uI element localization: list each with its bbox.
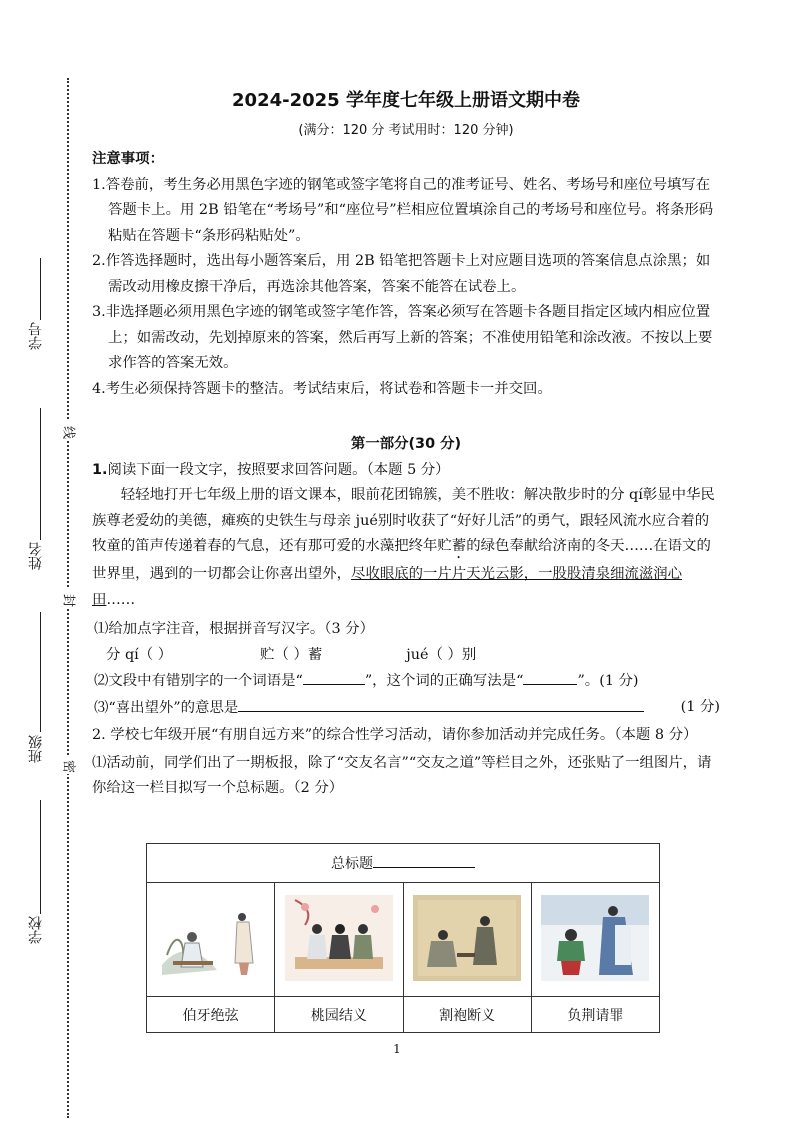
seal-line-char: 线 (63, 423, 76, 438)
caption-fujing: 负荆请罪 (531, 997, 659, 1033)
sub3-text: ⑶“喜出望外”的意思是 (94, 699, 239, 716)
pinyin-row (92, 643, 720, 669)
passage-part-a: 轻轻地打开七年级上册的语文课本，眼前花团锦簇，美不胜收：解决散步时的分 qí彰显中华民族尊老爱幼的美德，瘫痪的史铁生与母亲 jué别时收获了“好好儿活”的勇气，跟轻风流水应合着的牧童的笛声传递着春的气息，还有那可爱的水藻把终年贮 (92, 487, 715, 554)
notice-item-1: 1.答卷前，考生务必用黑色字迹的钢笔或签字笔将自己的准考证号、姓名、考场号和座位号填写在答题卡上。用 2B 铅笔在“考场号”和“座位号”栏相应位置填涂自己的考场号和座位号。将条形码粘贴在答题卡“条形码粘贴处”。 (92, 176, 714, 244)
passage-dotted-char: 蓄 (451, 538, 467, 554)
notice-item-3: 3.非选择题必须用黑色字迹的钢笔或签字笔作答，答案必须写在答题卡各题目指定区域内相应位置上；如需改动，先划掉原来的答案，然后再写上新的答案；不准使用铅笔和涂改液。不按以上要求作答的答案无效。 (92, 304, 713, 371)
caption-taoyuan: 桃园结义 (275, 997, 403, 1033)
notice-heading: 注意事项： (92, 151, 164, 167)
q1-number: 1. (92, 461, 108, 478)
picture-cell-2 (275, 883, 403, 997)
seal-feng-char: 封 (63, 591, 76, 606)
correct-word-blank[interactable] (523, 668, 577, 685)
notice-item-2: 2.作答选择题时，选出每小题答案后，用 2B 铅笔把答题卡上对应题目选项的答案信息点涂黑；如需改动用橡皮擦干净后，再选涂其他答案，答案不能答在试卷上。 (92, 253, 711, 295)
notice-item-4: 4.考生必须保持答题卡的整洁。考试结束后，将试卷和答题卡一并交回。 (92, 380, 552, 397)
class-line (40, 612, 41, 732)
overall-title-blank[interactable] (373, 853, 475, 868)
picture-cell-1 (147, 883, 275, 997)
taoyuan-picture (285, 895, 393, 981)
pinyin-item-3: jué（ ）别 (406, 646, 477, 663)
picture-cell-3 (403, 883, 531, 997)
q1-text: 阅读下面一段文字，按照要求回答问题。（本题 5 分） (107, 461, 450, 478)
sub2-text-c: ”。(1 分) (577, 673, 639, 689)
pinyin-item-1: 分 qí（ ） (106, 646, 173, 663)
pinyin-item-2: 贮（ ）蓄 (260, 646, 323, 663)
table-header-cell (147, 844, 660, 883)
seal-mi-char: 密 (63, 757, 76, 772)
q2-sub1: ⑴活动前，同学们出了一期板报，除了“交友名言”“交友之道”等栏目之外，还张贴了一组图片，请你给这一栏目拟写一个总标题。（2 分） (92, 754, 712, 796)
q1-heading (92, 458, 720, 484)
sub3-score: (1 分) (680, 698, 720, 715)
sub2-text-a: ⑵文段中有错别字的一个词语是“ (94, 673, 303, 689)
passage-part-b: 的绿色奉献给济南的冬天……在语文的世界里，遇到的一切都会让你喜出望外， (92, 538, 711, 582)
name-line (40, 408, 41, 540)
q1-sub1: ⑴给加点字注音，根据拼音写汉字。（3 分） (94, 621, 374, 637)
meaning-blank[interactable] (238, 695, 644, 712)
page-number: 1 (393, 1042, 401, 1056)
picture-cell-4 (531, 883, 659, 997)
caption-gepao: 割袍断义 (403, 997, 531, 1033)
table-header-label: 总标题 (331, 856, 373, 872)
part1-title: 第一部分(30 分) (350, 436, 462, 452)
sub2-text-b: ”，这个词的正确写法是“ (364, 673, 524, 689)
boya-picture (157, 895, 265, 981)
exam-content (92, 84, 720, 802)
q1-sub2 (92, 668, 720, 695)
exam-title: 2024-2025 学年度七年级上册语文期中卷 (232, 90, 580, 111)
passage-end: …… (106, 591, 136, 608)
fujing-picture (541, 895, 649, 981)
student-number-line (40, 258, 41, 320)
school-line (40, 800, 41, 914)
caption-boya: 伯牙绝弦 (147, 997, 275, 1033)
q1-passage (92, 483, 720, 613)
exam-subtitle: (满分：120 分 考试用时：120 分钟) (298, 122, 514, 138)
school-label: 学校 (28, 916, 44, 944)
passage-underlined: 尽收眼底的一片片天光云影，一股股清泉细流滋润心田 (92, 566, 683, 608)
picture-table (146, 843, 660, 1033)
q1-sub3 (92, 695, 720, 722)
name-label: 姓名 (28, 542, 44, 570)
gepao-picture (413, 895, 521, 981)
class-label: 班级 (28, 735, 44, 763)
student-number-label: 学号 (28, 322, 44, 350)
q2-heading: 2. 学校七年级开展“有朋自远方来”的综合性学习活动，请你参加活动并完成任务。（本题 8 分） (92, 727, 698, 743)
wrong-word-blank[interactable] (303, 668, 365, 685)
